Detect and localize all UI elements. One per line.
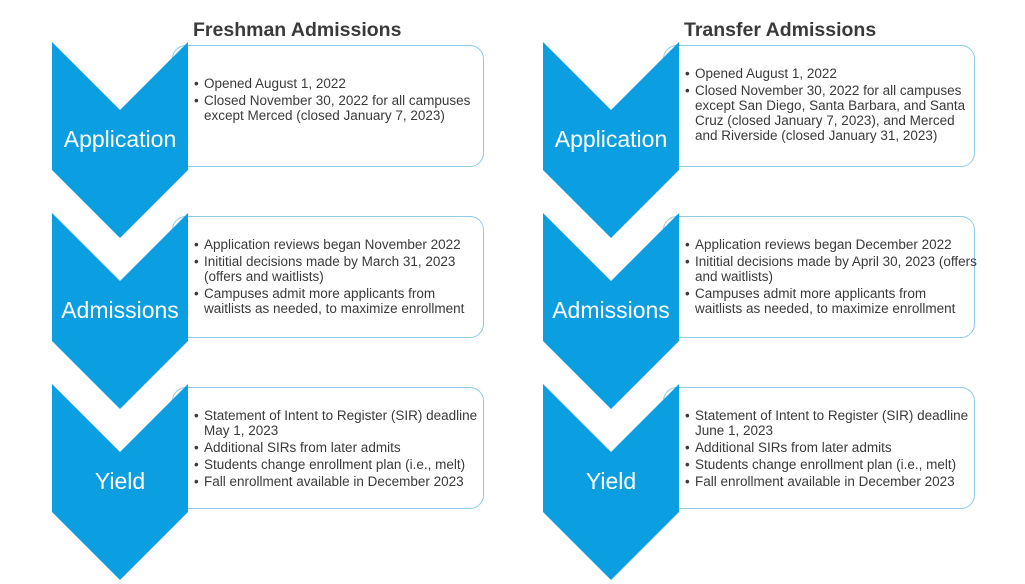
bullet-item: • Additional SIRs from later admits: [194, 440, 486, 455]
stage-label: Admissions: [61, 297, 179, 323]
stage-label: Application: [63, 126, 177, 152]
bullet-item: • Closed November 30, 2022 for all campuses except San Diego, Santa Barbara, and Santa Cruz (closed January 7, 2023), and Merced and Riverside (closed January 31, 2023): [685, 83, 977, 143]
transfer-admissions-stage: [543, 213, 979, 409]
bullet-item: • Closed November 30, 2022 for all campuses except Merced (closed January 7, 2023): [194, 93, 486, 123]
bullet-item: • Campuses admit more applicants from waitlists as needed, to maximize enrollment: [194, 286, 486, 316]
bullet-item: • Students change enrollment plan (i.e., melt): [685, 457, 977, 472]
bullet-item: • Statement of Intent to Register (SIR) deadline June 1, 2023: [685, 408, 977, 438]
transfer-yield-stage: [543, 384, 979, 580]
stage-label: Application: [554, 126, 668, 152]
freshman-yield-stage: [52, 384, 488, 580]
bullet-item: • Fall enrollment available in December 2023: [194, 474, 486, 489]
freshman-application-stage: [52, 42, 488, 238]
stage-bullet-list: [194, 408, 486, 491]
bullet-item: • Additional SIRs from later admits: [685, 440, 977, 455]
stage-bullet-list: [685, 408, 977, 491]
bullet-item: • Students change enrollment plan (i.e., melt): [194, 457, 486, 472]
bullet-item: • Inititial decisions made by April 30, 2023 (offers and waitlists): [685, 254, 977, 284]
stage-bullet-list: [685, 237, 977, 318]
stage-label: Yield: [585, 468, 637, 494]
transfer-application-stage: [543, 42, 979, 238]
stage-bullet-list: [194, 76, 486, 125]
bullet-item: • Application reviews began November 2022: [194, 237, 486, 252]
transfer-title: Transfer Admissions: [684, 19, 877, 41]
bullet-item: • Campuses admit more applicants from waitlists as needed, to maximize enrollment: [685, 286, 977, 316]
stage-bullet-list: [685, 66, 977, 145]
bullet-item: • Application reviews began December 2022: [685, 237, 977, 252]
bullet-item: • Inititial decisions made by March 31, 2023 (offers and waitlists): [194, 254, 486, 284]
transfer-column: [543, 0, 993, 584]
freshman-admissions-stage: [52, 213, 488, 409]
stage-label: Admissions: [552, 297, 670, 323]
freshman-column: [52, 0, 502, 584]
bullet-item: • Opened August 1, 2022: [685, 66, 977, 81]
bullet-item: • Opened August 1, 2022: [194, 76, 486, 91]
bullet-item: • Statement of Intent to Register (SIR) deadline May 1, 2023: [194, 408, 486, 438]
freshman-title: Freshman Admissions: [193, 19, 402, 41]
bullet-item: • Fall enrollment available in December 2023: [685, 474, 977, 489]
stage-bullet-list: [194, 237, 486, 318]
stage-label: Yield: [94, 468, 146, 494]
